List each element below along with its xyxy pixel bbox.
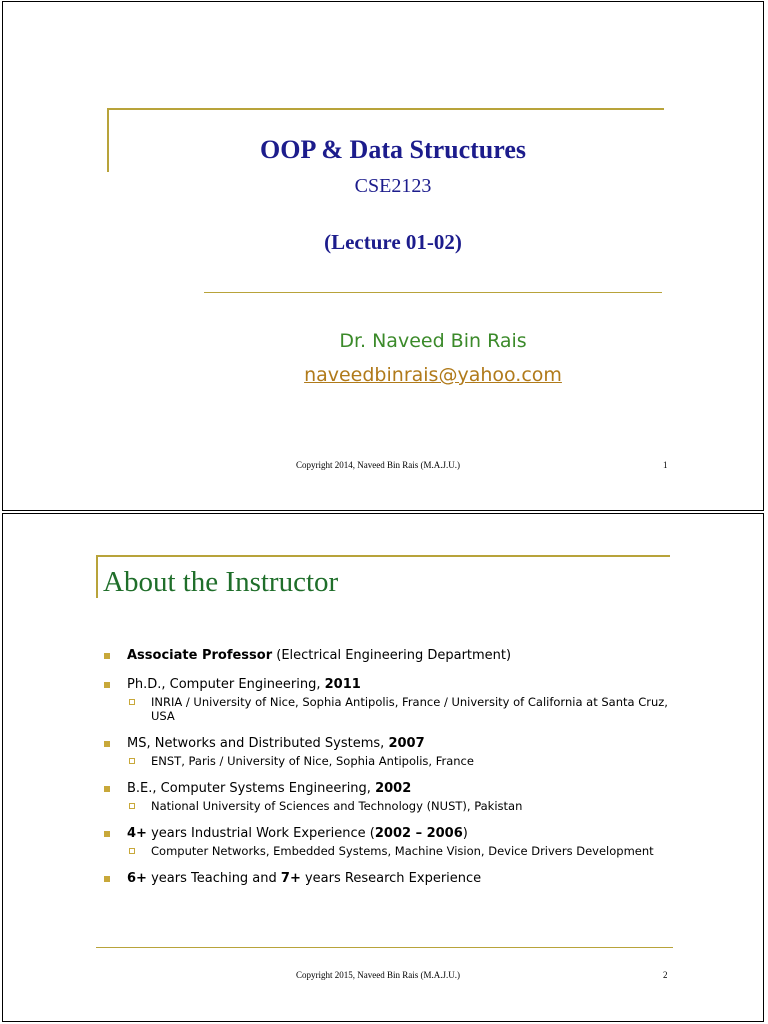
hollow-square-bullet-icon [129,803,135,809]
decorative-top-line [107,108,664,110]
hollow-square-bullet-icon [129,848,135,854]
decorative-top-line [96,555,670,557]
item-text: years Industrial Work Experience ( [146,826,375,841]
hollow-square-bullet-icon [129,758,135,764]
item-bold: 4+ [127,826,147,841]
copyright-footer: Copyright 2015, Naveed Bin Rais (M.A.J.U.) [296,970,460,980]
slide-2 [2,513,764,1022]
list-item [103,781,678,813]
list-item [103,648,678,664]
square-bullet-icon [104,876,110,882]
item-text: MS, Networks and Distributed Systems, [127,736,389,751]
page-number: 2 [663,970,668,980]
lecture-label: (Lecture 01-02) [324,230,462,254]
page-number: 1 [663,460,668,470]
slide-1 [2,1,764,511]
sub-item [127,844,678,858]
sub-item [127,799,678,813]
course-code: CSE2123 [354,175,432,197]
square-bullet-icon [104,682,110,688]
item-text: B.E., Computer Systems Engineering, [127,781,376,796]
list-item [103,677,678,723]
sub-item-text: Computer Networks, Embedded Systems, Machine Vision, Device Drivers Development [151,844,654,858]
slide-heading: About the Instructor [103,566,339,598]
bullet-list [103,648,678,887]
item-text: Ph.D., Computer Engineering, [127,677,325,692]
item-text: (Electrical Engineering Department) [272,648,512,663]
item-text: ) [462,826,468,841]
list-item [103,826,678,858]
divider-line [204,292,662,293]
list-item [103,736,678,768]
item-bold: 2011 [324,677,361,692]
list-item [103,871,678,887]
sub-item-text: ENST, Paris / University of Nice, Sophia Antipolis, France [151,754,474,768]
square-bullet-icon [104,786,110,792]
copyright-footer: Copyright 2014, Naveed Bin Rais (M.A.J.U.) [296,460,460,470]
instructor-email-link[interactable]: naveedbinrais@yahoo.com [304,364,562,386]
square-bullet-icon [104,653,110,659]
hollow-square-bullet-icon [129,699,135,705]
divider-line [96,947,673,948]
sub-item-text: National University of Sciences and Technology (NUST), Pakistan [151,799,523,813]
item-bold: 6+ [127,871,147,886]
course-title: OOP & Data Structures [260,135,526,164]
square-bullet-icon [104,831,110,837]
sub-item-text: INRIA / University of Nice, Sophia Antipolis, France / University of California at Santa Cruz, USA [151,695,668,723]
instructor-name: Dr. Naveed Bin Rais [339,330,527,352]
square-bullet-icon [104,741,110,747]
item-bold: 2007 [388,736,425,751]
item-bold: 2002 – 2006 [374,826,463,841]
item-text: years Teaching and [146,871,281,886]
sub-item [127,754,678,768]
item-bold: Associate Professor [127,648,273,663]
sub-item [127,695,678,723]
decorative-vertical-line [96,555,98,598]
item-bold: 2002 [375,781,412,796]
decorative-vertical-line [107,108,109,172]
item-text: years Research Experience [300,871,482,886]
item-bold: 7+ [280,871,301,886]
